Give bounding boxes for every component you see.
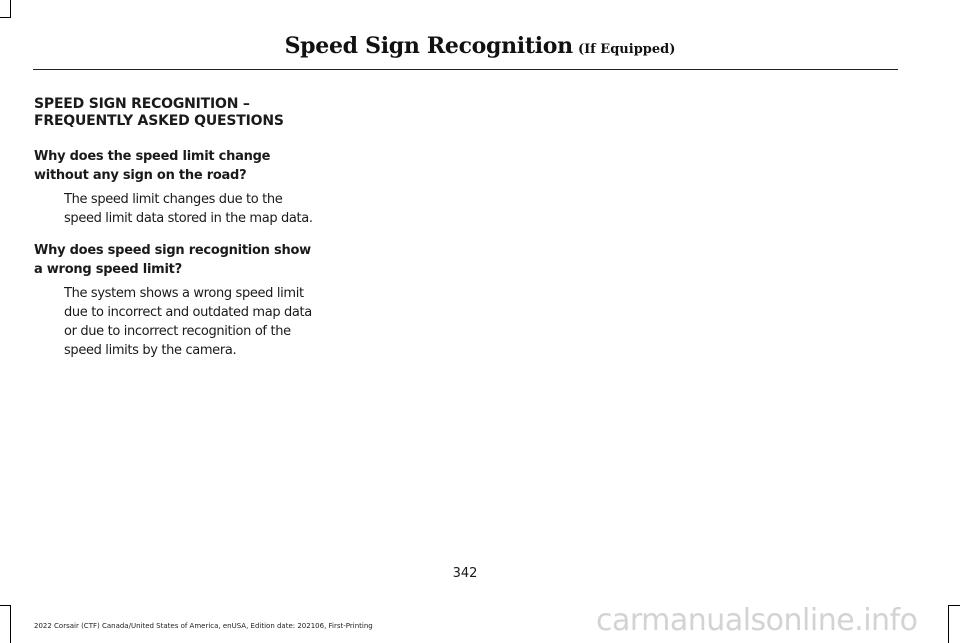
faq-answer-1: The speed limit changes due to the speed limit data stored in the map data. [64, 192, 313, 226]
page-title: Speed Sign Recognition [284, 33, 573, 59]
crop-mark-top-left-horizontal [0, 17, 11, 18]
section-heading [34, 96, 314, 130]
crop-mark-top-left-vertical [10, 0, 11, 17]
faq-question-2: Why does speed sign recognition show a wrong speed limit? [34, 243, 311, 277]
footer-edition-info: 2022 Corsair (CTF) Canada/United States of America, enUSA, Edition date: 202106, First-Printing [34, 622, 373, 630]
faq-answer-2: The system shows a wrong speed limit due to incorrect and outdated map data or due to incorrect recognition of the speed limits by the camera. [64, 286, 312, 358]
page-number: 342 [452, 566, 478, 581]
header-divider [33, 69, 898, 70]
page-header [0, 33, 960, 59]
section-heading-line-1: SPEED SIGN RECOGNITION – [34, 96, 250, 112]
crop-mark-bottom-left-horizontal [0, 605, 11, 606]
crop-mark-bottom-left-vertical [10, 605, 11, 643]
page-subtitle: (If Equipped) [577, 42, 676, 57]
watermark-text: carmanualsonline.info [596, 603, 918, 638]
main-content [34, 96, 314, 373]
section-heading-line-2: FREQUENTLY ASKED QUESTIONS [34, 113, 284, 129]
faq-question-1: Why does the speed limit change without any sign on the road? [34, 149, 271, 183]
crop-mark-bottom-right-horizontal [948, 605, 960, 606]
crop-mark-bottom-right-vertical [948, 605, 949, 643]
